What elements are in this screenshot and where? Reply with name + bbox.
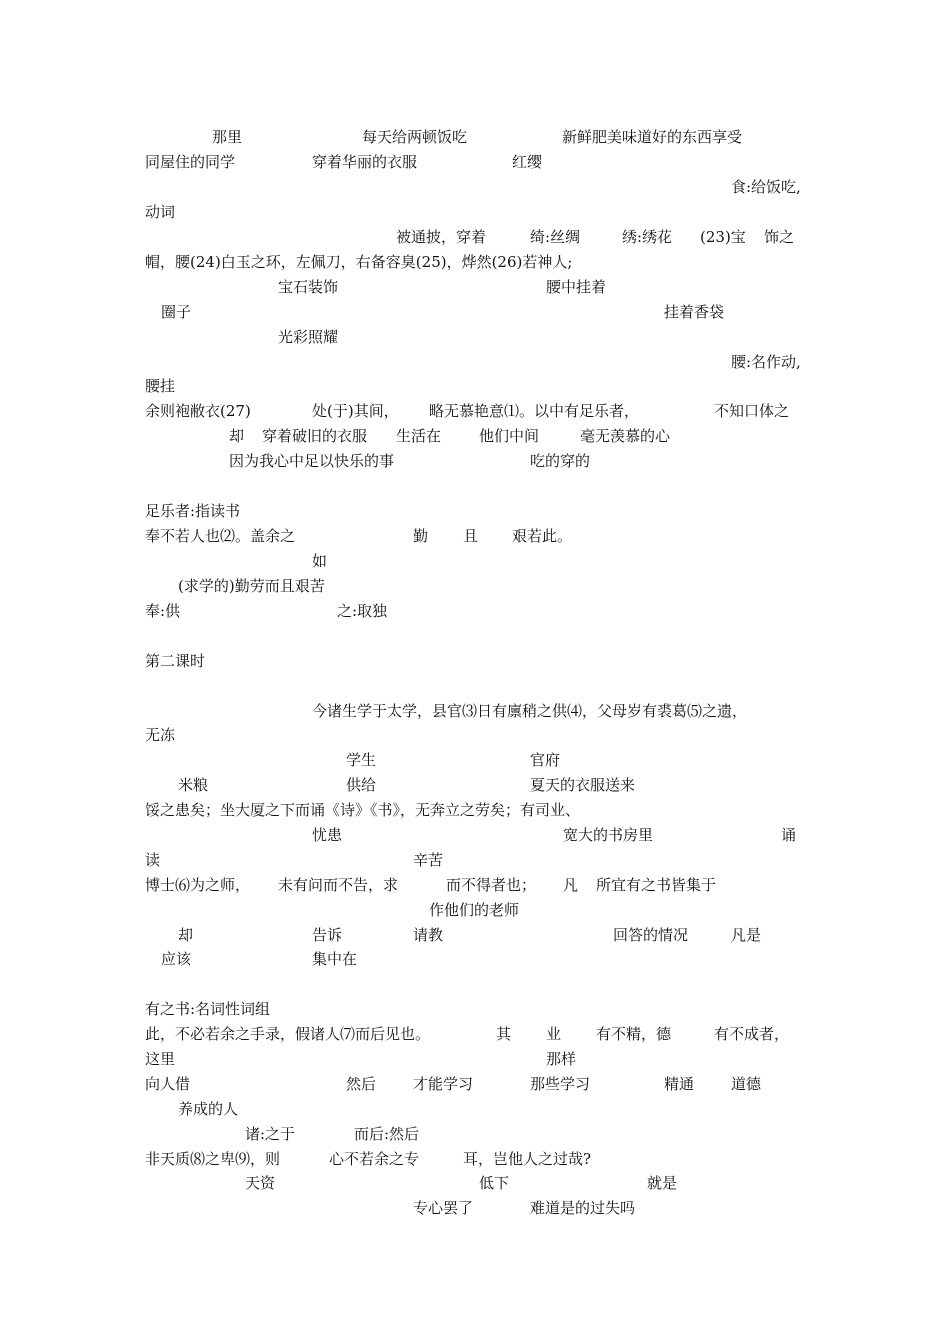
note-text: 之:取独: [337, 602, 388, 620]
note-text: 足乐者:指读书: [145, 502, 241, 520]
gloss-text: 告诉: [312, 926, 343, 944]
gloss-text: 应该: [161, 950, 192, 968]
gloss-text: 官府: [530, 751, 561, 769]
source-text: 且: [463, 527, 479, 545]
source-text: 有不成者，: [714, 1025, 790, 1043]
gloss-text: 天资: [245, 1174, 276, 1192]
gloss-text: 光彩照耀: [278, 328, 339, 346]
source-text: 不知口体之: [714, 402, 790, 420]
source-text: 馁之患矣；坐大厦之下而诵《诗》《书》，无奔立之劳矣；有司业、: [145, 801, 581, 819]
gloss-text: 米粮: [178, 776, 209, 794]
note-text: 而后:然后: [354, 1125, 420, 1143]
gloss-text: 辛苦: [413, 851, 444, 869]
gloss-text: 同屋住的同学: [145, 153, 236, 171]
gloss-text: 养成的人: [178, 1100, 239, 1118]
gloss-text: 如: [312, 552, 328, 570]
gloss-text: 因为我心中足以快乐的事: [229, 452, 395, 470]
gloss-text: 吃的穿的: [530, 452, 591, 470]
source-text: 处(于)其间，: [312, 402, 399, 420]
gloss-text: 难道是的过失吗: [530, 1199, 636, 1217]
gloss-text: 夏天的衣服送来: [530, 776, 636, 794]
gloss-text: 这里: [145, 1050, 176, 1068]
note-text: 腰:名作动,: [731, 353, 801, 371]
gloss-text: 被通披，穿着: [396, 228, 487, 246]
gloss-text: 却: [229, 427, 245, 445]
gloss-text: 供给: [346, 776, 377, 794]
note-text: 腰挂: [145, 377, 176, 395]
gloss-text: 专心罢了: [413, 1199, 474, 1217]
gloss-text: 腰中挂着: [546, 278, 607, 296]
gloss-text: 诵: [781, 826, 797, 844]
source-text: 非天质⑻之卑⑼，则: [145, 1150, 281, 1168]
source-text: 饰之: [764, 228, 795, 246]
gloss-text: 请教: [413, 926, 444, 944]
source-text: 而不得者也；: [446, 876, 537, 894]
source-text: 略无慕艳意⑴。以中有足乐者，: [429, 402, 640, 420]
source-text: 此，不必若余之手录，假诸人⑺而后见也。: [145, 1025, 431, 1043]
gloss-text: 那些学习: [530, 1075, 591, 1093]
gloss-text: 他们中间: [479, 427, 540, 445]
gloss-text: 毫无羡慕的心: [580, 427, 671, 445]
gloss-text: 挂着香袋: [664, 303, 725, 321]
gloss-text: 精通: [664, 1075, 695, 1093]
gloss-text: 那样: [546, 1050, 577, 1068]
note-text: 食:给饭吃,: [731, 178, 801, 196]
note-text: 动词: [145, 203, 176, 221]
source-text: 凡: [563, 876, 579, 894]
source-text: 帽，腰(24)白玉之环，左佩刀，右备容臭(25)，烨然(26)若神人;: [145, 253, 573, 271]
gloss-text: 宽大的书房里: [563, 826, 654, 844]
gloss-text: 红缨: [512, 153, 543, 171]
source-text: 其: [496, 1025, 512, 1043]
source-text: 奉不若人也⑵。盖余之: [145, 527, 296, 545]
source-text: 业: [546, 1025, 562, 1043]
source-text: 余则袍敝衣(27): [145, 402, 251, 420]
source-text: (23)宝: [700, 228, 746, 246]
source-text: 今诸生学于太学，县官⑶日有廪稍之供⑷，父母岁有裘葛⑸之遗，: [312, 702, 748, 720]
gloss-text: 生活在: [396, 427, 442, 445]
source-text: 有不精，德: [596, 1025, 672, 1043]
gloss-text: (求学的)勤劳而且艰苦: [178, 577, 325, 595]
gloss-text: 新鲜肥美味道好的东西享受: [562, 128, 743, 146]
gloss-text: 低下: [479, 1174, 510, 1192]
source-text: 无冻: [145, 726, 176, 744]
gloss-text: 就是: [647, 1174, 678, 1192]
gloss-text: 回答的情况: [613, 926, 689, 944]
gloss-text: 凡是: [731, 926, 762, 944]
gloss-text: 穿着破旧的衣服: [262, 427, 368, 445]
source-text: 所宜有之书皆集于: [596, 876, 717, 894]
gloss-text: 却: [178, 926, 194, 944]
gloss-text: 绣:绣花: [622, 228, 673, 246]
note-text: 奉:供: [145, 602, 181, 620]
source-text: 耳，岂他人之过哉?: [463, 1150, 592, 1168]
gloss-text: 那里: [212, 128, 243, 146]
gloss-text: 圈子: [161, 303, 192, 321]
gloss-text: 每天给两顿饭吃: [362, 128, 468, 146]
gloss-text: 才能学习: [413, 1075, 474, 1093]
gloss-text: 学生: [346, 751, 377, 769]
source-text: 勤: [413, 527, 429, 545]
source-text: 心不若余之专: [329, 1150, 420, 1168]
gloss-text: 道德: [731, 1075, 762, 1093]
source-text: 艰若此。: [512, 527, 573, 545]
gloss-text: 宝石装饰: [278, 278, 339, 296]
gloss-text: 穿着华丽的衣服: [312, 153, 418, 171]
gloss-text: 读: [145, 851, 161, 869]
gloss-text: 向人借: [145, 1075, 191, 1093]
gloss-text: 集中在: [312, 950, 358, 968]
gloss-text: 忧患: [312, 826, 343, 844]
gloss-text: 绮:丝绸: [530, 228, 581, 246]
gloss-text: 作他们的老师: [429, 901, 520, 919]
source-text: 未有问而不告，求: [278, 876, 399, 894]
source-text: 博士⑹为之师，: [145, 876, 251, 894]
note-text: 诸:之于: [245, 1125, 296, 1143]
section-heading: 第二课时: [145, 652, 206, 670]
gloss-text: 然后: [346, 1075, 377, 1093]
note-text: 有之书:名词性词组: [145, 1000, 271, 1018]
